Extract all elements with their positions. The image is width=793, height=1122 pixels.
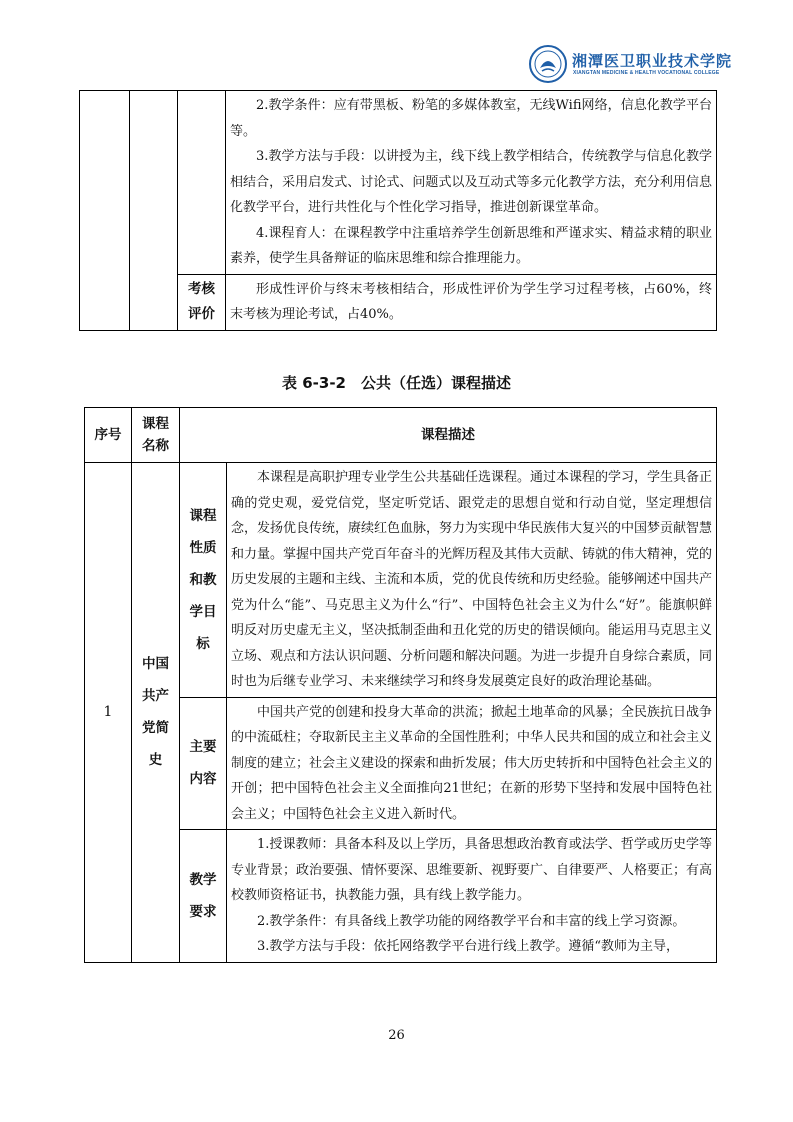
teaching-item: 3.教学方法与手段：以讲授为主，线下线上教学相结合，传统教学与信息化教学相结合，采用启发式、讨论式、问题式以及互动式等多元化教学方法，充分利用信息化教学平台，进行共性化与个性化学习指导，推进创新课堂革命。 bbox=[230, 149, 712, 215]
college-emblem-icon bbox=[528, 44, 568, 84]
header-course-name bbox=[132, 408, 180, 463]
nature-label-line: 学目 bbox=[189, 603, 217, 620]
table-caption: 表 6-3-2 公共（任选）课程描述 bbox=[282, 374, 511, 392]
nature-text bbox=[227, 463, 717, 698]
teaching-requirements-text bbox=[226, 91, 717, 275]
nature-label-line: 和教 bbox=[189, 571, 217, 588]
teaching-item: 1.授课教师：具备本科及以上学历，具备思想政治教育或法学、哲学或历史学等专业背景；政治要强、情怀要深、思维要新、视野要广、自律要严、人格要正；有高校教师资格证书，执教能力强，具有线上教学能力。 bbox=[231, 837, 713, 903]
seq-cell-continued bbox=[80, 91, 130, 331]
header-course-description: 课程描述 bbox=[180, 408, 717, 463]
course-name-line: 共产 bbox=[142, 688, 169, 705]
content-paragraph: 中国共产党的创建和投身大革命的洪流；掀起土地革命的风暴；全民族抗日战争的中流砥柱；夺取新民主主义革命的全国性胜利；中华人民共和国的成立和社会主义制度的建立；社会主义建设的探索和曲折发展；伟大历史转折和中国特色社会主义的开创；把中国特色社会主义全面推向21世纪；在新的形势下坚持和发展中国特色社会主义；中国特色社会主义进入新时代。 bbox=[231, 704, 713, 822]
table-header-row bbox=[85, 408, 717, 463]
content-label bbox=[180, 697, 227, 830]
assessment-label-line: 评价 bbox=[188, 306, 215, 322]
teaching-item: 4.课程育人：在课程教学中注重培养学生创新思维和严谨求实、精益求精的职业素养，使学生具备辩证的临床思维和综合推理能力。 bbox=[230, 225, 712, 266]
content-label-line: 主要 bbox=[189, 739, 217, 756]
content-label-line: 内容 bbox=[189, 771, 217, 788]
nature-label-line: 性质 bbox=[189, 539, 217, 556]
teaching-item: 2.教学条件：应有带黑板、粉笔的多媒体教室，无线Wifi网络，信息化教学平台等。 bbox=[230, 98, 712, 139]
assessment-paragraph: 形成性评价与终末考核相结合，形成性评价为学生学习过程考核，占60%，终末考核为理论考试，占40%。 bbox=[230, 281, 712, 322]
content-text bbox=[227, 697, 717, 830]
teaching-requirements-row bbox=[80, 91, 717, 275]
assessment-label-line: 考核 bbox=[188, 281, 215, 297]
college-logo bbox=[528, 44, 733, 84]
course-name-line: 中国 bbox=[142, 656, 169, 673]
course-name-line: 党简 bbox=[142, 720, 169, 737]
nature-label-line: 标 bbox=[196, 635, 210, 652]
teaching-text bbox=[227, 830, 717, 963]
course-name-line: 史 bbox=[148, 752, 163, 769]
course-name bbox=[132, 463, 180, 963]
nature-label bbox=[180, 463, 227, 698]
nature-paragraph: 本课程是高职护理专业学生公共基础任选课程。通过本课程的学习，学生具备正确的党史观，爱党信党，坚定听党话、跟党走的思想自觉和行动自觉，坚定理想信念，发扬优良传统，赓续红色血脉，努力为实现中华民族伟大复兴的中国梦贡献智慧和力量。掌握中国共产党百年奋斗的光辉历程及其伟大贡献、铸就的伟大精神，党的历史发展的主题和主线、主流和本质，党的优良传统和历史经验。能够阐述中国共产党为什么“能”、马克思主义为什么“行”、中国特色社会主义为什么“好”。能旗帜鲜明反对历史虚无主义，坚决抵制歪曲和丑化党的历史的错误倾向。能运用马克思主义立场、观点和方法认识问题、分析问题和解决问题。为进一步提升自身综合素质，同时也为后继专业学习、未来继续学习和终身发展奠定良好的政治理论基础。 bbox=[231, 470, 713, 689]
name-cell-continued bbox=[130, 91, 178, 331]
header-course-name-line: 课程 bbox=[142, 416, 169, 432]
page-number: 26 bbox=[388, 1028, 405, 1043]
public-elective-course-table bbox=[84, 407, 717, 963]
nature-label-line: 课程 bbox=[189, 507, 217, 524]
course-row-content bbox=[85, 697, 717, 830]
assessment-text bbox=[226, 274, 717, 330]
teaching-item: 2.教学条件：有具备线上教学功能的网络教学平台和丰富的线上学习资源。 bbox=[257, 913, 686, 929]
logo-english-name: XIANGTAN MEDICINE & HEALTH VOCATIONAL COLLEGE bbox=[573, 70, 720, 76]
header-course-name-line: 名称 bbox=[142, 438, 169, 454]
assessment-label bbox=[178, 274, 226, 330]
teaching-label-line: 教学 bbox=[189, 871, 217, 888]
teaching-item: 3.教学方法与手段：依托网络教学平台进行线上教学。遵循“教师为主导， bbox=[257, 939, 680, 954]
continued-course-table bbox=[79, 90, 717, 331]
course-seq: 1 bbox=[85, 463, 132, 963]
header-seq: 序号 bbox=[85, 408, 132, 463]
teaching-label-line: 要求 bbox=[189, 903, 217, 920]
logo-chinese-name: 湘潭医卫职业技术学院 bbox=[572, 52, 733, 70]
course-row-nature bbox=[85, 463, 717, 698]
course-row-teaching bbox=[85, 830, 717, 963]
label-cell-continued bbox=[178, 91, 226, 275]
teaching-label bbox=[180, 830, 227, 963]
